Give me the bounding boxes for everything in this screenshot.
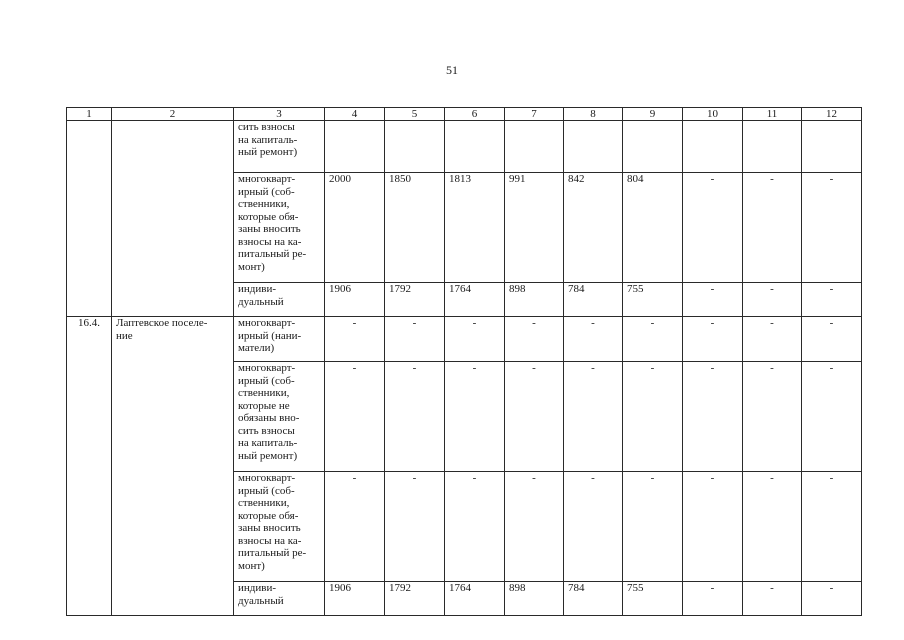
value-cell: - bbox=[683, 173, 743, 283]
column-header: 11 bbox=[743, 108, 802, 121]
value-cell: - bbox=[683, 283, 743, 317]
value-cell: 898 bbox=[505, 582, 564, 616]
value-cell: - bbox=[743, 283, 802, 317]
column-header: 8 bbox=[564, 108, 623, 121]
value-cell: 1792 bbox=[385, 582, 445, 616]
value-cell: 784 bbox=[564, 283, 623, 317]
data-table bbox=[66, 107, 862, 616]
column-header: 6 bbox=[445, 108, 505, 121]
value-cell: - bbox=[623, 362, 683, 472]
value-cell: - bbox=[445, 472, 505, 582]
column-header: 1 bbox=[67, 108, 112, 121]
value-cell: - bbox=[325, 317, 385, 362]
value-cell: - bbox=[445, 362, 505, 472]
value-cell: - bbox=[802, 317, 862, 362]
value-cell: - bbox=[385, 472, 445, 582]
value-cell: - bbox=[385, 317, 445, 362]
value-cell: - bbox=[564, 317, 623, 362]
table-header bbox=[67, 108, 862, 121]
settlement-name-cell: Лаптевское поселе- ние bbox=[112, 317, 234, 616]
value-cell: - bbox=[743, 362, 802, 472]
value-cell: - bbox=[385, 362, 445, 472]
value-cell: 1764 bbox=[445, 283, 505, 317]
value-cell bbox=[385, 121, 445, 173]
value-cell: - bbox=[505, 472, 564, 582]
value-cell: - bbox=[623, 472, 683, 582]
value-cell: 2000 bbox=[325, 173, 385, 283]
column-header: 5 bbox=[385, 108, 445, 121]
housing-type-cell: сить взносы на капиталь- ный ремонт) bbox=[234, 121, 325, 173]
column-header: 3 bbox=[234, 108, 325, 121]
column-header: 9 bbox=[623, 108, 683, 121]
value-cell: - bbox=[325, 472, 385, 582]
value-cell: - bbox=[802, 362, 862, 472]
column-number-row bbox=[67, 108, 862, 121]
value-cell: 898 bbox=[505, 283, 564, 317]
value-cell: - bbox=[325, 362, 385, 472]
value-cell: - bbox=[564, 472, 623, 582]
value-cell: - bbox=[802, 283, 862, 317]
settlement-name-cell bbox=[112, 121, 234, 317]
housing-type-cell: многокварт- ирный (соб- ственники, которые обя- заны вносить взносы на ка- питальный ре- монт) bbox=[234, 472, 325, 582]
value-cell: 1850 bbox=[385, 173, 445, 283]
value-cell: 842 bbox=[564, 173, 623, 283]
column-header: 2 bbox=[112, 108, 234, 121]
value-cell: - bbox=[683, 472, 743, 582]
table-row bbox=[67, 121, 862, 173]
page-number: 51 bbox=[446, 63, 458, 77]
value-cell: - bbox=[683, 362, 743, 472]
row-number-cell: 16.4. bbox=[67, 317, 112, 616]
table-body bbox=[67, 121, 862, 616]
value-cell: - bbox=[743, 317, 802, 362]
housing-type-cell: многокварт- ирный (соб- ственники, которые обя- заны вносить взносы на ка- питальный ре- монт) bbox=[234, 173, 325, 283]
value-cell: 1906 bbox=[325, 582, 385, 616]
value-cell: 991 bbox=[505, 173, 564, 283]
column-header: 12 bbox=[802, 108, 862, 121]
value-cell: 1906 bbox=[325, 283, 385, 317]
table-row bbox=[67, 317, 862, 362]
value-cell bbox=[802, 121, 862, 173]
value-cell bbox=[505, 121, 564, 173]
value-cell: - bbox=[743, 582, 802, 616]
value-cell: - bbox=[505, 362, 564, 472]
value-cell: 784 bbox=[564, 582, 623, 616]
column-header: 7 bbox=[505, 108, 564, 121]
value-cell: 1813 bbox=[445, 173, 505, 283]
value-cell: 755 bbox=[623, 582, 683, 616]
value-cell: - bbox=[743, 472, 802, 582]
column-header: 4 bbox=[325, 108, 385, 121]
value-cell: - bbox=[505, 317, 564, 362]
value-cell: - bbox=[683, 317, 743, 362]
value-cell: 755 bbox=[623, 283, 683, 317]
value-cell bbox=[564, 121, 623, 173]
housing-type-cell: многокварт- ирный (соб- ственники, которые не обязаны вно- сить взносы на капиталь- ный ремонт) bbox=[234, 362, 325, 472]
housing-type-cell: индиви- дуальный bbox=[234, 283, 325, 317]
value-cell: - bbox=[802, 472, 862, 582]
row-number-cell bbox=[67, 121, 112, 317]
value-cell bbox=[325, 121, 385, 173]
value-cell: - bbox=[564, 362, 623, 472]
value-cell: - bbox=[683, 582, 743, 616]
value-cell: 1792 bbox=[385, 283, 445, 317]
value-cell: 804 bbox=[623, 173, 683, 283]
value-cell bbox=[683, 121, 743, 173]
value-cell bbox=[445, 121, 505, 173]
value-cell: - bbox=[743, 173, 802, 283]
housing-type-cell: индиви- дуальный bbox=[234, 582, 325, 616]
value-cell bbox=[743, 121, 802, 173]
value-cell: - bbox=[802, 173, 862, 283]
column-header: 10 bbox=[683, 108, 743, 121]
value-cell: - bbox=[623, 317, 683, 362]
housing-type-cell: многокварт- ирный (нани- матели) bbox=[234, 317, 325, 362]
value-cell: - bbox=[445, 317, 505, 362]
value-cell: - bbox=[802, 582, 862, 616]
value-cell bbox=[623, 121, 683, 173]
value-cell: 1764 bbox=[445, 582, 505, 616]
